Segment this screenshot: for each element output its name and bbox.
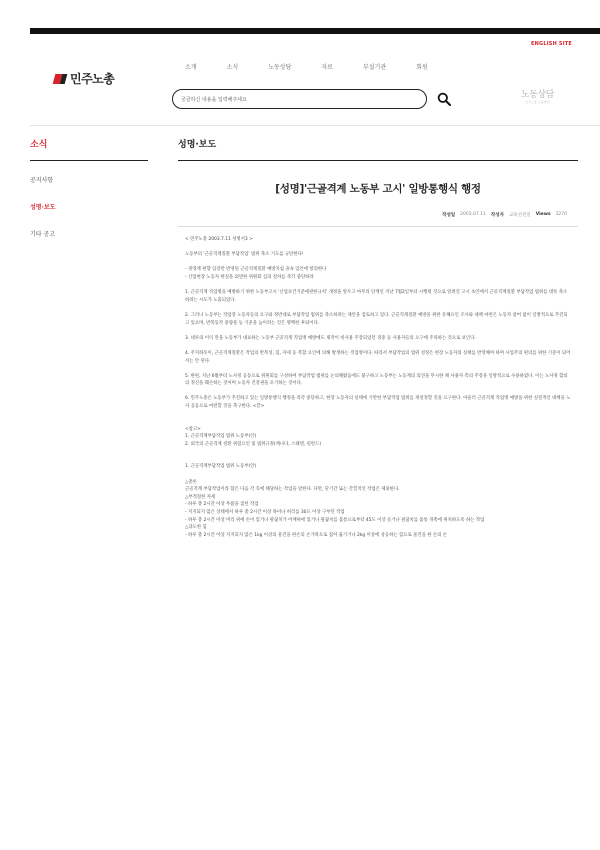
body-paragraph: 1. 근골격계부담작업 범위 노동부(안) [185, 464, 257, 470]
nav-item-members[interactable]: 회원 [416, 64, 428, 71]
sidebar-item-statements[interactable]: 성명·보도 [30, 204, 56, 211]
post-author: 교육선전실 [508, 213, 531, 218]
author-label: 작성자 [490, 213, 504, 218]
post-body [185, 236, 571, 547]
logo-mark-icon [54, 72, 68, 86]
page-title: 성명·보도 [178, 140, 217, 150]
logo[interactable] [54, 70, 114, 87]
search-input[interactable] [172, 89, 427, 109]
body-paragraph: 3. 네루의 이익 만을 노동부가 대표하는 노동부 근골격계 직업병 예방에도 제작이 비사용 주장되었던 경중 등 사용자들의 요구에 주목하는 것으로 보인다. [185, 335, 476, 341]
labor-consult-sub: 민주노총 노동상담 [525, 100, 550, 104]
date-label: 작성일 [442, 213, 456, 218]
labor-consult-link[interactable] [521, 87, 554, 104]
nav-item-affiliates[interactable]: 부설기관 [362, 64, 387, 71]
search-icon[interactable] [437, 92, 451, 106]
post-meta [442, 212, 567, 218]
body-paragraph: < 민주노총 2003.7.11 성명서3 > [185, 237, 253, 242]
sidebar-item-notice[interactable]: 공지사항 [30, 177, 54, 184]
main-nav [185, 62, 458, 71]
nav-item-news[interactable]: 소식 [226, 64, 239, 71]
sidebar-divider [30, 160, 148, 161]
sidebar-title: 소식 [30, 140, 48, 150]
sidebar-item-other-notices[interactable]: 기타 공고 [30, 231, 56, 238]
body-paragraph: 1. 근골격계 직업병을 예방하기 위한 노동부고시 '산업보건기준에관한규칙' 개정을 앞두고 마무리 단계인 지난 7월2일부터 시행될 것으로 알려진 고시 초안에서 근골격계질환 부담작업 범위를 대폭 축소하려는 시도가 노출되었다. [185, 290, 568, 303]
labor-consult-title: 노동상담 [521, 90, 554, 100]
body-paragraph: 5. 한편, 지난 6월부터 노사정 공동으로 위원회를 구성하여 부담작업 범위를 논의해왔음에도 불구하고 노동부는 노동계의 의견을 무시한 채 사용자 측의 주장을 일방적으로 수용하였다. 이는 노사정 합의의 정신을 훼손하는 것이며 노동자 건강권을 포기하는 것이다. [185, 373, 568, 387]
body-paragraph: 4. 주지하듯이, 근골격계질환은 작업의 반복성, 힘, 자세 등 복합 요인에 의해 발생하는 직업병이다. 따라서 부담작업의 범위 설정은 현장 노동자의 실태를 반영해야 하며 사업주의 편의를 위한 기준이 되어서는 안 된다. [185, 350, 571, 364]
body-paragraph: 6. 민주노총은 노동부가 추진하고 있는 일방통행식 행정을 즉각 중단하고, 현장 노동자의 실태에 기반한 부담작업 범위를 재설정할 것을 요구한다. 아울러 근골격계 직업병 예방을 위한 실질적인 대책을 노사 공동으로 마련할 것을 촉구한다. <끝> [185, 396, 571, 410]
meta-divider [178, 226, 578, 227]
sidebar-menu [30, 169, 148, 250]
body-paragraph: <참고> 1. 근골격계부담작업 범위 노동부(안) 2. 외국의 근골격계 질환 위험요인 및 범위규정(캐나다, 스웨덴, 핀란드) [185, 426, 322, 447]
body-paragraph: △총론 근골격계 부담작업이라 함은 다음 각 호에 해당하는 작업을 말한다. 다만, 단기간 또는 간헐적인 작업은 제외한다. △부적절한 자세 - 하루 총 2시간 이상 무릎을 굽힌 작업 - 지지되지 않은 상태에서 하루 총 2시간 이상 목이나 허리를 30도 이상 구부린 작업 - 하루 총 2시간 이상 머리 위에 손이 있거나 팔꿈치가 어깨위에 있거나 팔꿈치를 몸통으로부터 45도 이상 들거나 팔꿈치를 몸통 뒤쪽에 위치하도록 하는 작업 △과도한 힘 - 하루 총 2시간 이상 지지되지 않은 1kg 이상의 물건을 한손의 손가락으로 집어 옮기거나 2kg 이상에 상응하는 힘으로 물건을 한 손의 손 [185, 479, 485, 538]
post-views: 3270 [555, 212, 567, 217]
logo-text: 민주노총 [70, 72, 115, 86]
post-title: [성명]'근골격계 노동부 고시' 일방통행식 행정 [275, 183, 481, 195]
body-paragraph: - 경영계 편향 입장만 반영된 근골격계질환 예방지침 졸속 입안에 항의한다 - 산업현장 노동자 현실을 외면한 위원회 심의 절차를 즉각 중단하라 [185, 267, 327, 280]
body-paragraph: 노동부의 '근골격계질환 부담작업' 범위 축소 기도를 규탄한다! [185, 252, 304, 258]
search-placeholder: 궁금하신 내용을 입력해주세요 [181, 96, 247, 103]
views-label: Views [535, 212, 551, 217]
top-bar [30, 28, 600, 34]
nav-item-resources[interactable]: 자료 [321, 64, 333, 71]
english-site-link[interactable]: ENGLISH SITE [531, 41, 572, 47]
nav-item-about[interactable]: 소개 [185, 64, 197, 71]
header-divider [30, 125, 600, 126]
post-date: 2003.07.11 [460, 212, 486, 217]
body-paragraph: 2. 그러나 노동부는 작업장 노동자들의 요구와 정반대로 부담작업 범위를 축소하려는 제안을 검토하고 있다. 근골격계질환 예방을 위한 유해요인 조사와 대책 마련은 노동자 참여 없이 일방적으로 추진되고 있으며, 반복동작 중량물 등 기준을 높이려는 것은 명백한 후퇴이다. [185, 312, 568, 326]
nav-item-counsel[interactable]: 노동상담 [268, 64, 292, 71]
content-divider [178, 160, 578, 161]
